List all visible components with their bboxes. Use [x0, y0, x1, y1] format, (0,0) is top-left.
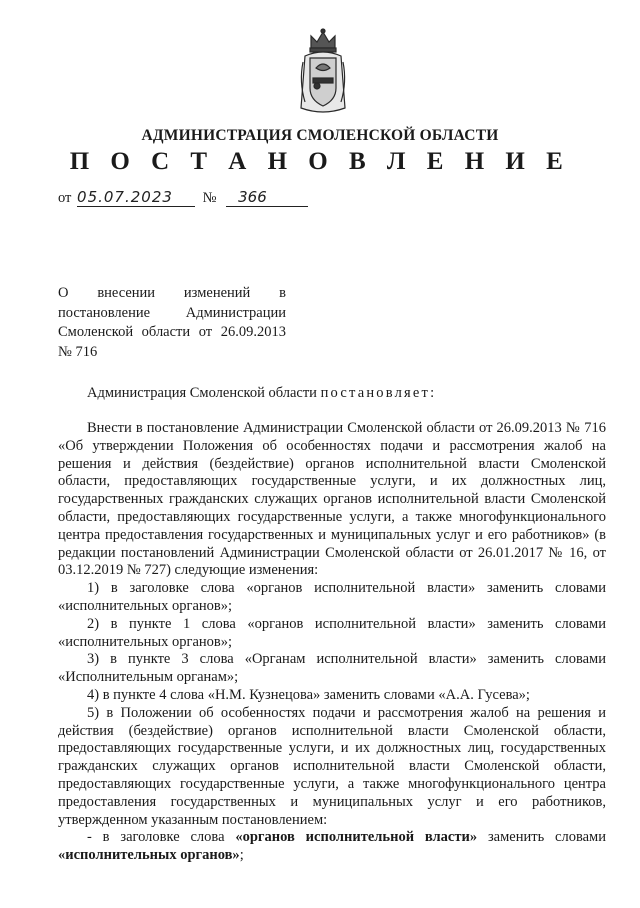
decree-word: постановляет: [320, 385, 437, 401]
handwritten-date: 05.07.2023 [77, 188, 195, 207]
list-item: 1) в заголовке слова «органов исполнительной власти» заменить словами «исполнительных органов»; [58, 580, 606, 614]
preamble-text: Администрация Смоленской области [87, 385, 321, 401]
preamble [87, 385, 436, 402]
sub-item-mid: заменить словами [477, 829, 606, 846]
sub-item-end: ; [239, 847, 244, 864]
intro-paragraph: Внести в постановление Администрации Смоленской области от 26.09.2013 № 716 «Об утверждении Положения об особенностях подачи и рассмотрения жалоб на решения и действия (бездействие) органов исполнительной власти Смоленской области, предоставляющих государственные услуги, и их должностных лиц, государственных гражданских служащих органов исполнительной власти Смоленской области, предоставляющих государственные услуги, а также многофункционального центра предоставления государственных и муниципальных услуг и его работников» (в редакции постановлений Администрации Смоленской области от 26.01.2017 № 16, от 03.12.2019 № 727) следующие изменения: [58, 420, 606, 579]
document-type: П О С Т А Н О В Л Е Н И Е [69, 148, 571, 175]
list-item: 5) в Положении об особенностях подачи и рассмотрения жалоб на решения и действия (бездействие) органов исполнительной власти Смоленской области, предоставляющих государственные услуги, и их должностных лиц, государственных гражданских служащих органов исполнительной власти Смоленской области, предоставляющих государственные услуги, а также многофункционального центра предоставления государственных и муниципальных услуг и его работников, утвержденном указанным постановлением: [58, 704, 606, 828]
sub-item-prefix: - в заголовке слова [87, 829, 236, 846]
date-number-line [58, 188, 308, 207]
sub-item [58, 829, 606, 865]
new-phrase: «исполнительных органов» [58, 847, 240, 864]
subject-line: № 716 [58, 343, 98, 360]
date-from-label: от [58, 190, 72, 206]
organization-name: АДМИНИСТРАЦИЯ СМОЛЕНСКОЙ ОБЛАСТИ [141, 127, 499, 144]
number-label: № [202, 190, 217, 206]
list-item: 2) в пункте 1 слова «органов исполнительной власти» заменить словами «исполнительных органов»; [58, 615, 606, 650]
old-phrase: «органов исполнительной власти» [235, 829, 478, 846]
coat-of-arms-icon [297, 26, 349, 118]
document-subject [58, 284, 286, 362]
list-item: 4) в пункте 4 слова «Н.М. Кузнецова» заменить словами «А.А. Гусева»; [87, 686, 530, 703]
subject-line: Смоленской области от 26.09.2013 [58, 324, 286, 340]
list-item: 3) в пункте 3 слова «Органам исполнительной власти» заменить словами «Исполнительным органам»; [58, 651, 606, 686]
subject-line: О внесении изменений в [58, 285, 286, 301]
subject-line: постановление Администрации [58, 304, 286, 321]
document-body [58, 420, 606, 865]
handwritten-number: 366 [226, 188, 308, 207]
